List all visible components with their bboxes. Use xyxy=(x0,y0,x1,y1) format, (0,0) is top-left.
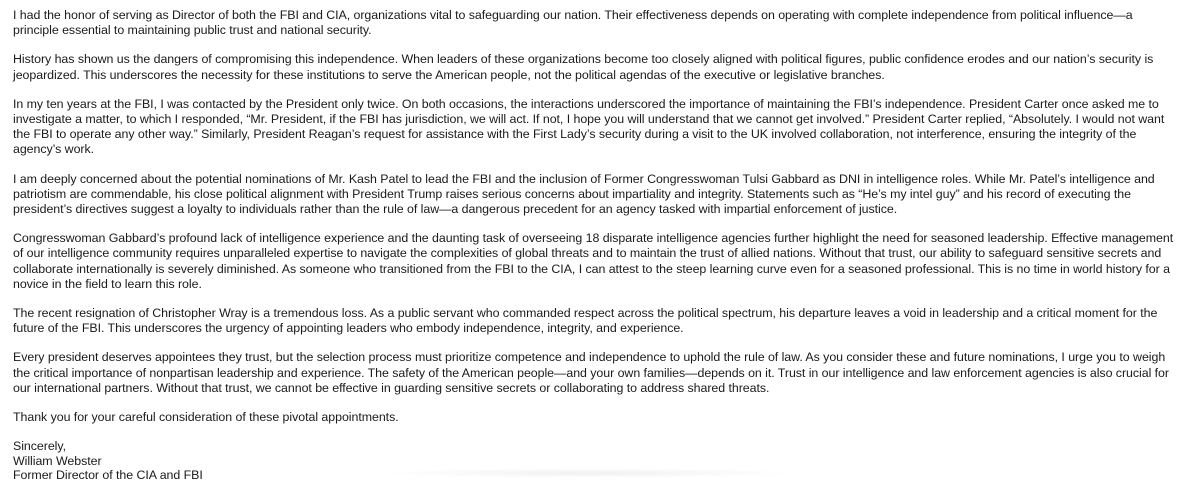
paragraph-thank-you: Thank you for your careful consideration of these pivotal appointments. xyxy=(13,410,399,425)
signer-title: Former Director of the CIA and FBI xyxy=(13,468,203,483)
paragraph-independence: I had the honor of serving as Director of both the FBI and CIA, organizations vital to safeguarding our nation. Their effectiveness depends on operating with complete independence from political influence—a principle essential to maintaining public trust and national security. xyxy=(13,8,1133,38)
closing: Sincerely, xyxy=(13,438,66,453)
paragraph-appointees: Every president deserves appointees they trust, but the selection process must prioritize competence and independence to uphold the rule of law. As you consider these and future nominations, I urge you to weigh the critical importance of nonpartisan leadership and experience. The safety of the American people—and your own families—depends on it. Trust in our intelligence and law enforcement agencies is also crucial for our international partners. Without that trust, we cannot be effective in guarding sensitive secrets or collaborating to address shared threats. xyxy=(13,350,1169,395)
paragraph-ten-years: In my ten years at the FBI, I was contacted by the President only twice. On both occasions, the interactions underscored the importance of maintaining the FBI’s independence. President Carter once asked me to investigate a matter, to which I responded, “Mr. President, if the FBI has jurisdiction, we will act. If not, I hope you will understand that we cannot get involved.” President Carter replied, “Absolutely. I would not want the FBI to operate any other way.” Similarly, President Reagan’s request for assistance with the First Lady’s security during a visit to the UK involved collaboration, not interference, ensuring the integrity of the agency’s work. xyxy=(13,96,1165,157)
bottom-shadow xyxy=(380,468,800,478)
signer-name: William Webster xyxy=(13,453,102,468)
paragraph-history: History has shown us the dangers of compromising this independence. When leaders of these organizations become too closely aligned with political figures, public confidence erodes and our nation’s security is jeopardized. This underscores the necessity for these institutions to serve the American people, not the political agendas of the executive or legislative branches. xyxy=(13,52,1154,82)
letter-body xyxy=(13,8,1179,483)
paragraph-wray-resignation: The recent resignation of Christopher Wray is a tremendous loss. As a public servant who commanded respect across the political spectrum, his departure leaves a void in leadership and a critical moment for the future of the FBI. This underscores the urgency of appointing leaders who embody independence, integrity, and experience. xyxy=(13,306,1158,336)
paragraph-gabbard: Congresswoman Gabbard’s profound lack of intelligence experience and the daunting task of overseeing 18 disparate intelligence agencies further highlight the need for seasoned leadership. Effective management of our intelligence community requires unparalleled expertise to navigate the complexities of global threats and to maintain the trust of allied nations. Without that trust, our ability to safeguard sensitive secrets and collaborate internationally is severely diminished. As someone who transitioned from the FBI to the CIA, I can attest to the steep learning curve even for a seasoned professional. This is no time in world history for a novice in the field to learn this role. xyxy=(13,231,1174,291)
paragraph-nominations-concern: I am deeply concerned about the potential nominations of Mr. Kash Patel to lead the FBI and the inclusion of Former Congresswoman Tulsi Gabbard as DNI in intelligence roles. While Mr. Patel’s intelligence and patriotism are commendable, his close political alignment with President Trump raises serious concerns about impartiality and integrity. Statements such as “He’s my intel guy” and his record of executing the president’s directives suggest a loyalty to individuals rather than the rule of law—a dangerous precedent for an agency tasked with impartial enforcement of justice. xyxy=(13,171,1155,217)
